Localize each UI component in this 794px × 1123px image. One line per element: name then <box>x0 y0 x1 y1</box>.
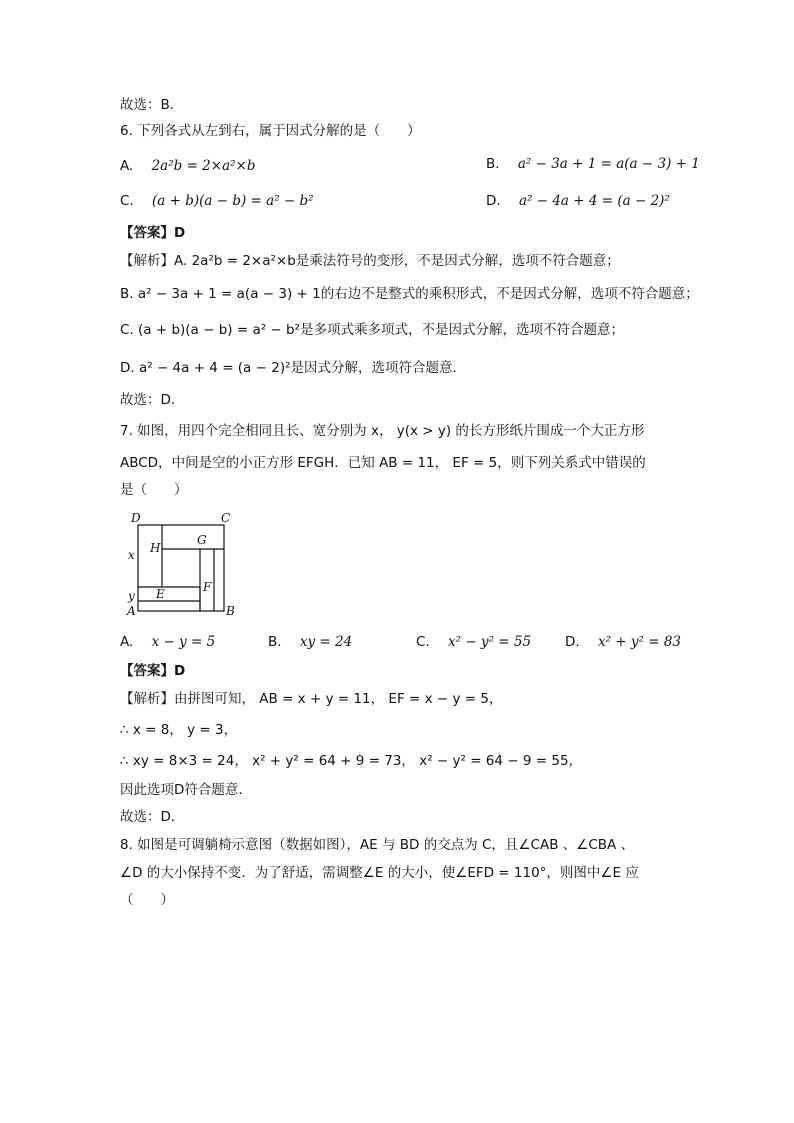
q7-square-figure <box>124 511 244 623</box>
outer-square <box>138 525 224 611</box>
q7-option-b-label: B. <box>268 634 282 650</box>
q6-option-b-text: a² − 3a + 1 = a(a − 3) + 1 <box>517 156 700 172</box>
label-d: D <box>131 511 141 525</box>
q7-option-d-text: x² + y² = 83 <box>597 634 682 650</box>
q5-choose-line: 故选：B． <box>120 97 184 113</box>
q7-option-a <box>120 633 215 651</box>
label-b: B <box>226 604 235 618</box>
label-h: H <box>150 541 161 555</box>
q7-question-line-3: 是（ ） <box>120 482 188 498</box>
label-x: x <box>128 548 135 562</box>
q6-option-c <box>120 192 314 210</box>
q7-figure-svg <box>124 511 244 619</box>
label-a: A <box>127 604 136 618</box>
q7-analysis-line-1: 【解析】由拼图可知， AB = x + y = 11， EF = x − y = 5， <box>120 691 503 707</box>
q7-option-d-label: D. <box>565 634 580 650</box>
q7-answer: 【答案】D <box>120 663 186 679</box>
q6-analysis-b: B. a² − 3a + 1 = a(a − 3) + 1的右边不是整式的乘积形式，不是因式分解，选项不符合题意； <box>120 286 699 302</box>
q6-choose-line: 故选：D． <box>120 392 185 408</box>
q7-question-line-1: 7. 如图，用四个完全相同且长、宽分别为 x， y(x > y) 的长方形纸片围成一个大正方形 <box>120 423 645 439</box>
q6-question: 6. 下列各式从左到右，属于因式分解的是（ ） <box>120 123 421 139</box>
q6-answer: 【答案】D <box>120 225 186 241</box>
q7-option-a-text: x − y = 5 <box>151 634 216 650</box>
q7-option-c <box>416 633 531 651</box>
q7-option-c-text: x² − y² = 55 <box>448 634 532 650</box>
q6-option-a-label: A. <box>120 158 134 174</box>
q6-option-b-label: B. <box>486 156 500 172</box>
label-y: y <box>128 589 135 603</box>
q6-analysis-d: D. a² − 4a + 4 = (a − 2)²是因式分解，选项符合题意． <box>120 360 466 376</box>
q7-analysis-line-2: ∴ x = 8， y = 3， <box>120 722 238 738</box>
label-g: G <box>197 533 207 547</box>
q6-option-a-text: 2a²b = 2×a²×b <box>151 158 256 174</box>
q8-question-line-1: 8. 如图是可调躺椅示意图（数据如图），AE 与 BD 的交点为 C，且∠CAB 、∠CBA 、 <box>120 837 635 853</box>
q6-analysis-c: C. (a + b)(a − b) = a² − b²是多项式乘多项式，不是因式分解，选项不符合题意； <box>120 322 625 338</box>
q6-analysis-a: 【解析】A. 2a²b = 2×a²×b是乘法符号的变形，不是因式分解，选项不符合题意； <box>120 253 620 269</box>
q7-option-d <box>565 633 681 651</box>
label-f: F <box>203 580 212 594</box>
q7-question-line-2: ABCD，中间是空的小正方形 EFGH．已知 AB = 11， EF = 5，则下列关系式中错误的 <box>120 455 646 471</box>
q8-question-line-3: （ ） <box>120 892 174 908</box>
q8-question-line-2: ∠D 的大小保持不变．为了舒适，需调整∠E 的大小，使∠EFD = 110°，则图中∠E 应 <box>120 865 639 881</box>
label-e: E <box>156 587 165 601</box>
q7-option-c-label: C. <box>416 634 430 650</box>
label-c: C <box>221 511 231 525</box>
q6-option-d-label: D. <box>486 193 501 209</box>
q7-analysis-line-3: ∴ xy = 8×3 = 24， x² + y² = 64 + 9 = 73， x² − y² = 64 − 9 = 55， <box>120 753 583 769</box>
q7-analysis-line-4: 因此选项D符合题意． <box>120 782 252 798</box>
q6-option-d <box>486 192 670 210</box>
q7-choose-line: 故选：D． <box>120 809 185 825</box>
q6-option-a <box>120 157 256 175</box>
q6-option-b <box>486 155 700 173</box>
q6-option-c-label: C. <box>120 193 134 209</box>
q6-option-c-text: (a + b)(a − b) = a² − b² <box>152 193 314 209</box>
q7-option-b <box>268 633 352 651</box>
q7-option-b-text: xy = 24 <box>299 634 353 650</box>
q7-option-a-label: A. <box>120 634 134 650</box>
q6-option-d-text: a² − 4a + 4 = (a − 2)² <box>518 193 670 209</box>
